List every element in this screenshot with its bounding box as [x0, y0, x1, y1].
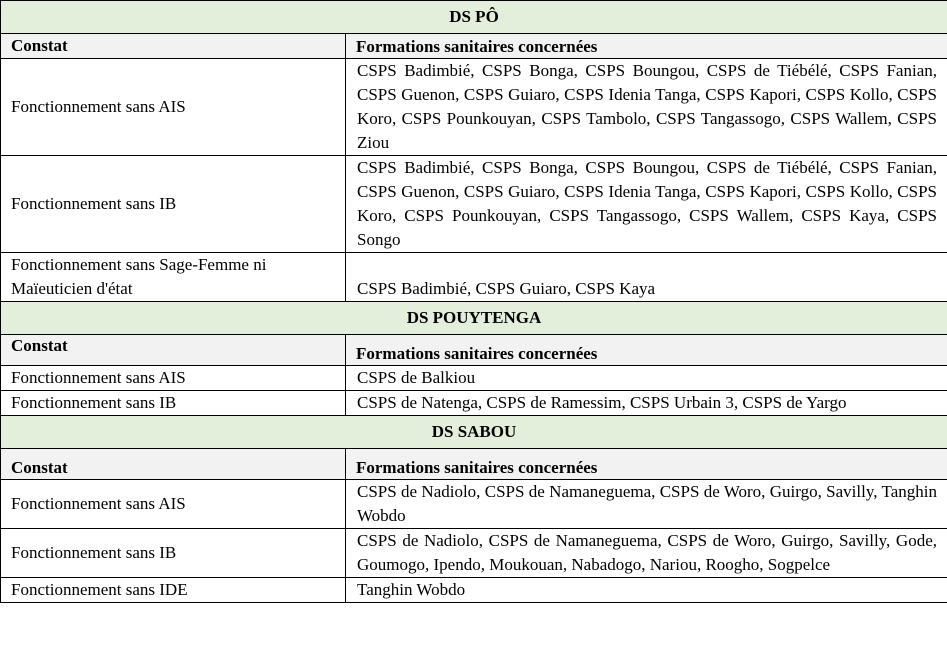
table-row [1, 529, 947, 578]
formations-cell: CSPS de Nadiolo, CSPS de Namaneguema, CSPS de Woro, Guirgo, Savilly, Gode, Goumogo, Ipendo, Moukouan, Nabadogo, Nariou, Roogho, Sogpelce [346, 529, 947, 578]
constat-cell: Fonctionnement sans AIS [1, 366, 346, 391]
formations-cell: CSPS Badimbié, CSPS Bonga, CSPS Boungou, CSPS de Tiébélé, CSPS Fanian, CSPS Guenon, CSPS Guiaro, CSPS Idenia Tanga, CSPS Kapori, CSPS Kollo, CSPS Koro, CSPS Pounkouyan, CSPS Tambolo, CSPS Tangassogo, CSPS Wallem, CSPS Ziou [346, 59, 947, 156]
formations-cell: CSPS de Nadiolo, CSPS de Namaneguema, CSPS de Woro, Guirgo, Savilly, Tanghin Wobdo [346, 480, 947, 529]
constat-cell: Fonctionnement sans AIS [1, 480, 346, 529]
constat-cell: Fonctionnement sans Sage-Femme ni Maïeuticien d'état [1, 253, 346, 302]
section-title: DS POUYTENGA [1, 302, 947, 335]
formations-cell: CSPS Badimbié, CSPS Bonga, CSPS Boungou, CSPS de Tiébélé, CSPS Fanian, CSPS Guenon, CSPS Guiaro, CSPS Idenia Tanga, CSPS Kapori, CSPS Kollo, CSPS Koro, CSPS Pounkouyan, CSPS Tangassogo, CSPS Wallem, CSPS Kaya, CSPS Songo [346, 156, 947, 253]
header-formations: Formations sanitaires concernées [346, 34, 947, 59]
header-row [1, 449, 947, 480]
formations-cell: CSPS de Natenga, CSPS de Ramessim, CSPS Urbain 3, CSPS de Yargo [346, 391, 947, 416]
table-row [1, 391, 947, 416]
table-row [1, 253, 947, 302]
section-title: DS SABOU [1, 416, 947, 449]
constat-cell: Fonctionnement sans AIS [1, 59, 346, 156]
header-constat: Constat [1, 34, 346, 59]
header-constat: Constat [1, 449, 346, 480]
header-formations: Formations sanitaires concernées [346, 449, 947, 480]
constat-cell: Fonctionnement sans IB [1, 156, 346, 253]
section-title-row [1, 416, 947, 449]
header-constat: Constat [1, 335, 346, 366]
header-row [1, 335, 947, 366]
formations-cell: CSPS de Balkiou [346, 366, 947, 391]
section-title: DS PÔ [1, 1, 947, 34]
table-row [1, 480, 947, 529]
header-formations: Formations sanitaires concernées [346, 335, 947, 366]
constat-cell: Fonctionnement sans IB [1, 391, 346, 416]
section-title-row [1, 1, 947, 34]
constat-cell: Fonctionnement sans IB [1, 529, 346, 578]
formations-cell: CSPS Badimbié, CSPS Guiaro, CSPS Kaya [346, 253, 947, 302]
constat-cell: Fonctionnement sans IDE [1, 578, 346, 603]
table-row [1, 366, 947, 391]
header-row [1, 34, 947, 59]
section-title-row [1, 302, 947, 335]
table-row [1, 156, 947, 253]
table-row [1, 59, 947, 156]
table-row [1, 578, 947, 603]
formations-cell: Tanghin Wobdo [346, 578, 947, 603]
